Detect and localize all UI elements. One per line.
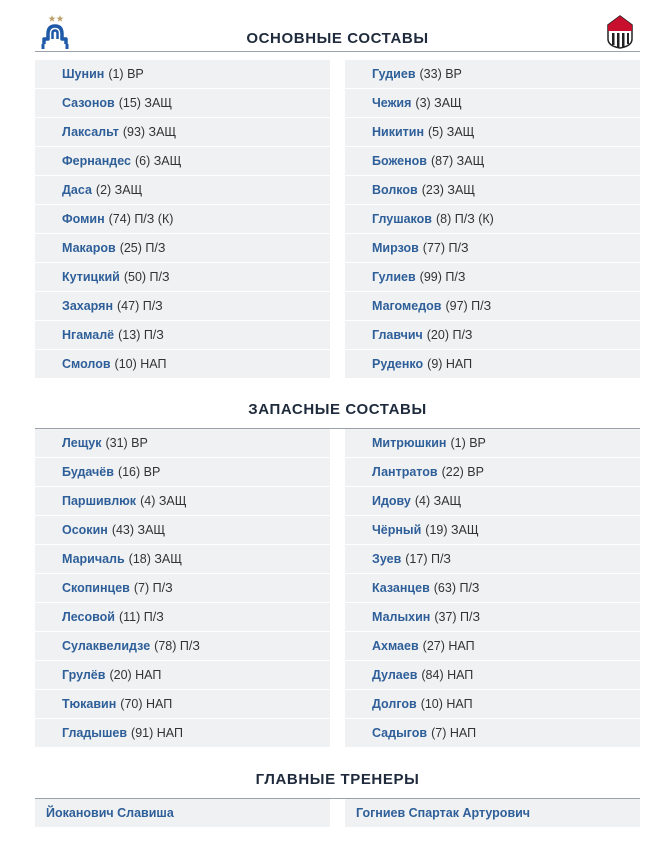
player-info: (13) П/З [118,328,164,342]
player-row[interactable] [345,719,640,748]
player-info: (25) П/З [119,241,166,255]
player-name[interactable]: Мирзов [372,241,419,255]
player-info: (37) П/З [434,610,481,624]
player-name[interactable]: Никитин [372,125,425,139]
player-info: (15) ЗАЩ [118,96,173,110]
player-info: (20) П/З [426,328,473,342]
player-info: (3) ЗАЩ [415,96,462,110]
away-starting-list [345,60,640,379]
player-row[interactable] [35,321,330,350]
player-name[interactable]: Чежия [372,96,412,110]
coaches-header [35,771,640,799]
player-row[interactable] [35,719,330,748]
player-row[interactable] [35,516,330,545]
player-name[interactable]: Шунин [62,67,105,81]
player-row[interactable] [345,574,640,603]
player-row[interactable] [35,89,330,118]
player-row[interactable] [345,60,640,89]
player-info: (33) ВР [419,67,462,81]
player-info: (43) ЗАЩ [111,523,166,537]
player-name[interactable]: Маричаль [62,552,125,566]
player-row[interactable] [345,487,640,516]
player-name[interactable]: Сазонов [62,96,115,110]
player-info: (1) ВР [450,436,486,450]
player-info: (47) П/З [117,299,163,313]
player-info: (17) П/З [405,552,451,566]
player-row[interactable] [35,545,330,574]
player-info: (8) П/З (К) [435,212,494,226]
player-name[interactable]: Чёрный [372,523,422,537]
player-info: (20) НАП [109,668,162,682]
player-info: (18) ЗАЩ [128,552,182,566]
player-row[interactable] [35,574,330,603]
player-info: (11) П/З [119,610,164,624]
player-info: (22) ВР [441,465,484,479]
player-row[interactable] [35,60,330,89]
player-info: (50) П/З [123,270,170,284]
player-name[interactable]: Лантратов [372,465,438,479]
player-info: (4) ЗАЩ [140,494,187,508]
player-row[interactable] [345,632,640,661]
player-name[interactable]: Осокин [62,523,108,537]
player-row[interactable] [345,89,640,118]
player-row[interactable] [35,632,330,661]
player-row[interactable] [35,118,330,147]
player-name[interactable]: Долгов [372,697,417,711]
player-row[interactable] [345,516,640,545]
player-info: (19) ЗАЩ [425,523,479,537]
khimki-logo-icon[interactable] [606,15,634,49]
player-name[interactable]: Лещук [62,436,102,450]
player-name[interactable]: Нгамалё [62,328,115,342]
home-subs-list [35,429,330,748]
player-name[interactable]: Идову [372,494,411,508]
player-name[interactable]: Лаксальт [62,125,119,139]
player-row[interactable] [345,205,640,234]
player-name[interactable]: Захарян [62,299,114,313]
player-name[interactable]: Фомин [62,212,105,226]
coach-name[interactable]: Гогниев Спартак Артурович [345,799,640,827]
player-name[interactable]: Ахмаев [372,639,419,653]
player-row[interactable] [35,147,330,176]
player-info: (7) НАП [431,726,477,740]
player-row[interactable] [345,176,640,205]
player-name[interactable]: Малыхин [372,610,431,624]
player-name[interactable]: Зуев [372,552,402,566]
player-info: (91) НАП [131,726,183,740]
player-info: (31) ВР [105,436,148,450]
player-info: (99) П/З [419,270,466,284]
player-row[interactable] [35,690,330,719]
player-info: (77) П/З [422,241,469,255]
player-row[interactable] [35,292,330,321]
player-row[interactable] [345,234,640,263]
player-row[interactable] [35,234,330,263]
player-name[interactable]: Даса [62,183,92,197]
player-name[interactable]: Паршивлюк [62,494,137,508]
player-row[interactable] [345,661,640,690]
player-info: (2) ЗАЩ [95,183,143,197]
player-name[interactable]: Боженов [372,154,427,168]
header-divider [35,51,640,52]
player-name[interactable]: Глушаков [372,212,432,226]
player-name[interactable]: Фернандес [62,154,131,168]
player-row[interactable] [35,661,330,690]
player-name[interactable]: Будачёв [62,465,114,479]
subs-title: ЗАПАСНЫЕ СОСТАВЫ [248,401,427,418]
player-name[interactable]: Макаров [62,241,116,255]
player-info: (9) НАП [427,357,473,371]
player-row[interactable] [35,205,330,234]
away-coach [345,799,640,827]
player-name[interactable]: Садыгов [372,726,428,740]
player-row[interactable] [345,350,640,379]
player-name[interactable]: Кутицкий [62,270,120,284]
starting-lineups-title: ОСНОВНЫЕ СОСТАВЫ [246,30,429,47]
player-name[interactable]: Лесовой [62,610,115,624]
player-info: (5) ЗАЩ [428,125,475,139]
player-info: (63) П/З [433,581,480,595]
player-name[interactable]: Сулаквелидзе [62,639,151,653]
player-row[interactable] [345,690,640,719]
player-name[interactable]: Гудиев [372,67,416,81]
player-info: (4) ЗАЩ [414,494,462,508]
player-row[interactable] [345,429,640,458]
player-row[interactable] [35,176,330,205]
player-row[interactable] [345,545,640,574]
player-name[interactable]: Тюкавин [62,697,117,711]
player-row[interactable] [345,147,640,176]
player-name[interactable]: Гулиев [372,270,416,284]
player-row[interactable] [345,603,640,632]
player-info: (70) НАП [120,697,173,711]
starting-lineups-header [35,24,640,52]
player-row[interactable] [35,487,330,516]
player-info: (16) ВР [117,465,161,479]
player-info: (78) П/З [154,639,200,653]
player-row[interactable] [35,263,330,292]
player-row[interactable] [35,429,330,458]
player-row[interactable] [345,263,640,292]
player-name[interactable]: Гладышев [62,726,128,740]
player-info: (74) П/З (К) [108,212,174,226]
player-info: (27) НАП [422,639,475,653]
player-info: (87) ЗАЩ [430,154,485,168]
player-info: (10) НАП [420,697,473,711]
player-info: (1) ВР [108,67,144,81]
player-row[interactable] [345,292,640,321]
player-name[interactable]: Дулаев [372,668,418,682]
player-row[interactable] [345,118,640,147]
player-name[interactable]: Магомедов [372,299,442,313]
dynamo-logo-icon[interactable] [40,14,70,50]
player-row[interactable] [35,350,330,379]
away-subs-list [345,429,640,748]
player-name[interactable]: Главчич [372,328,423,342]
player-info: (10) НАП [114,357,167,371]
player-name[interactable]: Волков [372,183,418,197]
player-name[interactable]: Митрюшкин [372,436,447,450]
player-row[interactable] [345,458,640,487]
player-name[interactable]: Грулёв [62,668,106,682]
coaches-title: ГЛАВНЫЕ ТРЕНЕРЫ [255,771,420,788]
player-row[interactable] [35,458,330,487]
player-name[interactable]: Смолов [62,357,111,371]
player-name[interactable]: Руденко [372,357,424,371]
player-info: (84) НАП [421,668,474,682]
subs-header [35,401,640,429]
player-info: (7) П/З [133,581,173,595]
coach-name[interactable]: Йоканович Славиша [35,799,330,827]
player-info: (97) П/З [445,299,492,313]
home-starting-list [35,60,330,379]
player-row[interactable] [35,603,330,632]
player-info: (6) ЗАЩ [134,154,182,168]
player-row[interactable] [345,321,640,350]
player-name[interactable]: Казанцев [372,581,430,595]
home-coach [35,799,330,827]
player-name[interactable]: Скопинцев [62,581,130,595]
player-info: (23) ЗАЩ [421,183,476,197]
player-info: (93) ЗАЩ [122,125,177,139]
